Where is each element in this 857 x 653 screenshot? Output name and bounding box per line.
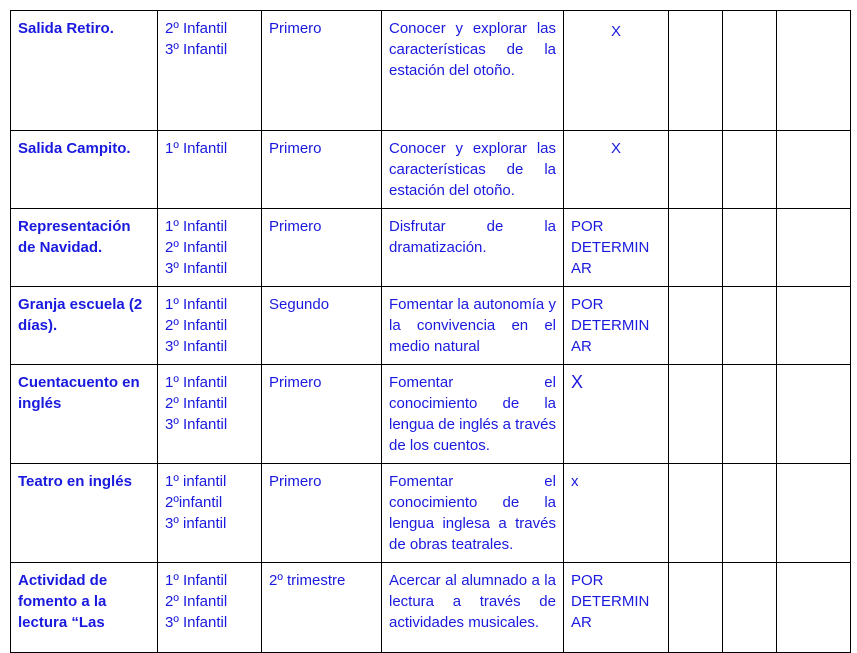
empty-cell — [777, 11, 851, 131]
table-row — [11, 464, 851, 563]
term-cell: 2º trimestre — [262, 563, 382, 653]
activity-cell — [11, 131, 158, 209]
course-label: 2º Infantil — [165, 593, 228, 610]
course-label: 1º infantil — [165, 473, 227, 490]
objective-cell: Conocer y explorar las características de la estación del otoño. — [382, 11, 564, 131]
objective-cell: Disfrutar de la dramatización. — [382, 209, 564, 287]
term-cell: Segundo — [262, 287, 382, 365]
empty-cell — [669, 365, 723, 464]
term-cell: Primero — [262, 11, 382, 131]
activities-table — [10, 10, 851, 653]
activity-name: Teatro en inglés — [18, 473, 132, 490]
term-cell: Primero — [262, 464, 382, 563]
courses-cell — [158, 563, 262, 653]
activity-name: Representación de Navidad. — [18, 218, 131, 256]
table-row — [11, 131, 851, 209]
course-label: 3º Infantil — [165, 338, 228, 355]
course-label: 2º Infantil — [165, 395, 228, 412]
mark-cell: X — [564, 11, 669, 131]
term-cell: Primero — [262, 131, 382, 209]
course-label: 3º infantil — [165, 515, 227, 532]
table-row — [11, 11, 851, 131]
activity-cell — [11, 464, 158, 563]
mark-cell: POR DETERMIN AR — [564, 287, 669, 365]
course-label: 2º Infantil — [165, 239, 228, 256]
activity-name: Granja escuela (2 días). — [18, 296, 143, 334]
course-label: 1º Infantil — [165, 374, 228, 391]
courses-cell — [158, 464, 262, 563]
table-row — [11, 365, 851, 464]
courses-cell — [158, 365, 262, 464]
course-label: 1º Infantil — [165, 296, 228, 313]
course-label: 3º Infantil — [165, 41, 228, 58]
activity-name: Salida Retiro. — [18, 20, 114, 37]
activity-cell — [11, 11, 158, 131]
mark-cell: X — [564, 365, 669, 464]
course-label: 3º Infantil — [165, 614, 228, 631]
objective-cell: Fomentar el conocimiento de la lengua de inglés a través de los cuentos. — [382, 365, 564, 464]
empty-cell — [777, 287, 851, 365]
course-label: 2º Infantil — [165, 20, 228, 37]
table-row — [11, 209, 851, 287]
course-label: 2º Infantil — [165, 317, 228, 334]
objective-cell: Conocer y explorar las características de la estación del otoño. — [382, 131, 564, 209]
term-cell: Primero — [262, 209, 382, 287]
courses-cell — [158, 131, 262, 209]
empty-cell — [669, 287, 723, 365]
course-label: 1º Infantil — [165, 140, 228, 157]
empty-cell — [723, 131, 777, 209]
course-label: 2ºinfantil — [165, 494, 223, 511]
mark-cell: X — [564, 131, 669, 209]
objective-cell: Fomentar el conocimiento de la lengua inglesa a través de obras teatrales. — [382, 464, 564, 563]
course-label: 3º Infantil — [165, 416, 228, 433]
objective-cell: Fomentar la autonomía y la convivencia en el medio natural — [382, 287, 564, 365]
empty-cell — [723, 563, 777, 653]
mark-cell: x — [564, 464, 669, 563]
empty-cell — [723, 287, 777, 365]
empty-cell — [669, 563, 723, 653]
activity-cell — [11, 287, 158, 365]
course-label: 1º Infantil — [165, 218, 228, 235]
empty-cell — [723, 11, 777, 131]
courses-cell — [158, 287, 262, 365]
empty-cell — [723, 464, 777, 563]
mark-cell: POR DETERMIN AR — [564, 209, 669, 287]
courses-cell — [158, 209, 262, 287]
courses-cell — [158, 11, 262, 131]
empty-cell — [669, 131, 723, 209]
empty-cell — [777, 365, 851, 464]
course-label: 3º Infantil — [165, 260, 228, 277]
course-label: 1º Infantil — [165, 572, 228, 589]
activity-name: Actividad de fomento a la lectura “Las — [18, 572, 108, 631]
activity-name: Cuentacuento en inglés — [18, 374, 140, 412]
empty-cell — [723, 365, 777, 464]
objective-cell: Acercar al alumnado a la lectura a través de actividades musicales. — [382, 563, 564, 653]
activity-cell — [11, 209, 158, 287]
empty-cell — [669, 209, 723, 287]
activity-cell — [11, 365, 158, 464]
table-row — [11, 563, 851, 653]
activity-name: Salida Campito. — [18, 140, 131, 157]
empty-cell — [777, 563, 851, 653]
empty-cell — [777, 209, 851, 287]
empty-cell — [777, 131, 851, 209]
activity-cell — [11, 563, 158, 653]
term-cell: Primero — [262, 365, 382, 464]
table-row — [11, 287, 851, 365]
empty-cell — [777, 464, 851, 563]
mark-cell: POR DETERMIN AR — [564, 563, 669, 653]
empty-cell — [723, 209, 777, 287]
empty-cell — [669, 464, 723, 563]
empty-cell — [669, 11, 723, 131]
